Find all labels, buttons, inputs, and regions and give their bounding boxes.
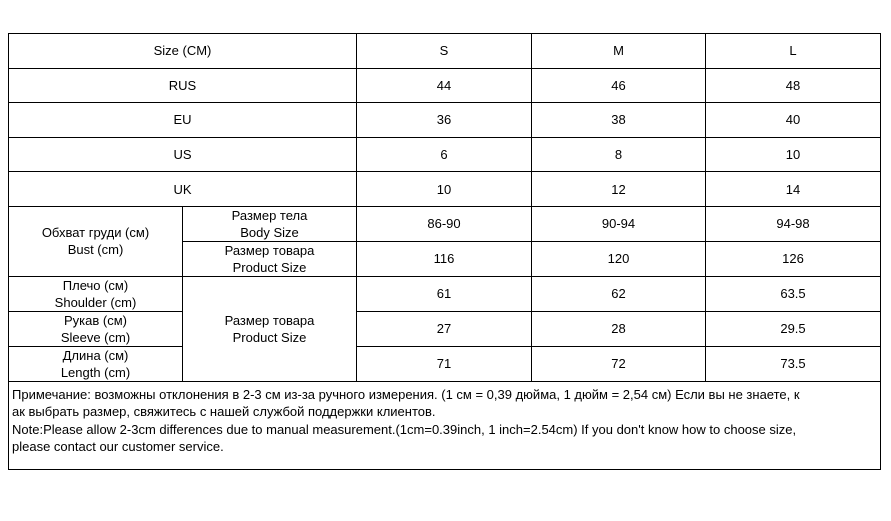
length-label-ru: Длина (см) <box>62 347 129 363</box>
cell-value: 6 <box>357 137 532 172</box>
note-en-line-2: please contact our customer service. <box>12 439 224 455</box>
note-ru-line-1: Примечание: возможны отклонения в 2-3 см из-за ручного измерения. (1 см = 0,39 дюйма, 1 дюйм = 2,54 см) Если вы не знаете, к <box>12 386 800 402</box>
cell-value: 71 <box>357 346 532 381</box>
cell-value: 86-90 <box>357 206 532 241</box>
size-s-header: S <box>357 34 532 69</box>
cell-value: 10 <box>706 137 881 172</box>
table-row <box>9 276 881 311</box>
cell-value: 14 <box>706 172 881 207</box>
cell-value: 72 <box>532 346 706 381</box>
bust-label-ru: Обхват груди (см) <box>41 225 150 241</box>
sleeve-label-ru: Рукав (см) <box>64 312 127 328</box>
cell-value: 94-98 <box>706 206 881 241</box>
cell-value: 10 <box>357 172 532 207</box>
shoulder-label-en: Shoulder (cm) <box>54 294 137 310</box>
cell-value: 46 <box>532 68 706 103</box>
cell-value: 36 <box>357 103 532 138</box>
cell-value: 40 <box>706 103 881 138</box>
table-row <box>9 68 881 103</box>
cell-value: 63.5 <box>706 276 881 311</box>
note-ru-line-2: ак выбрать размер, свяжитесь с нашей службой поддержки клиентов. <box>12 404 436 420</box>
cell-value: 90-94 <box>532 206 706 241</box>
table-row <box>9 103 881 138</box>
note-row <box>9 381 881 469</box>
row-label: UK <box>9 172 357 207</box>
row-label: US <box>9 137 357 172</box>
bust-label-en: Bust (cm) <box>67 242 124 258</box>
bust-label-cell <box>9 206 183 276</box>
size-l-header: L <box>706 34 881 69</box>
shoulder-label-cell <box>9 276 183 311</box>
length-label-en: Length (cm) <box>60 364 131 380</box>
product-size-label-en: Product Size <box>232 259 307 275</box>
product-group-label-en: Product Size <box>232 329 307 345</box>
cell-value: 116 <box>357 241 532 276</box>
cell-value: 27 <box>357 311 532 346</box>
row-label: EU <box>9 103 357 138</box>
table-row <box>9 206 881 241</box>
size-chart-table <box>8 33 881 470</box>
table-row <box>9 137 881 172</box>
row-label: RUS <box>9 68 357 103</box>
cell-value: 73.5 <box>706 346 881 381</box>
cell-value: 44 <box>357 68 532 103</box>
cell-value: 126 <box>706 241 881 276</box>
body-size-label-cell <box>183 206 357 241</box>
cell-value: 48 <box>706 68 881 103</box>
size-header-cell: Size (CM) <box>9 34 357 69</box>
body-size-label-en: Body Size <box>240 224 299 240</box>
table-row <box>9 346 881 381</box>
cell-value: 28 <box>532 311 706 346</box>
cell-value: 120 <box>532 241 706 276</box>
size-m-header: M <box>532 34 706 69</box>
product-size-label-ru: Размер товара <box>224 242 315 258</box>
product-group-label-cell <box>183 276 357 381</box>
length-label-cell <box>9 346 183 381</box>
sleeve-label-cell <box>9 311 183 346</box>
header-row <box>9 34 881 69</box>
product-group-label-ru: Размер товара <box>224 312 315 328</box>
cell-value: 8 <box>532 137 706 172</box>
cell-value: 62 <box>532 276 706 311</box>
cell-value: 38 <box>532 103 706 138</box>
shoulder-label-ru: Плечо (см) <box>62 277 129 293</box>
cell-value: 29.5 <box>706 311 881 346</box>
product-size-label-cell <box>183 241 357 276</box>
note-en-line-1: Note:Please allow 2-3cm differences due to manual measurement.(1cm=0.39inch, 1 inch=2.54cm) If you don't know how to choose size, <box>12 421 797 437</box>
cell-value: 61 <box>357 276 532 311</box>
sleeve-label-en: Sleeve (cm) <box>60 329 131 345</box>
table-row <box>9 311 881 346</box>
note-cell <box>9 381 881 469</box>
body-size-label-ru: Размер тела <box>231 207 308 223</box>
table-row <box>9 172 881 207</box>
cell-value: 12 <box>532 172 706 207</box>
